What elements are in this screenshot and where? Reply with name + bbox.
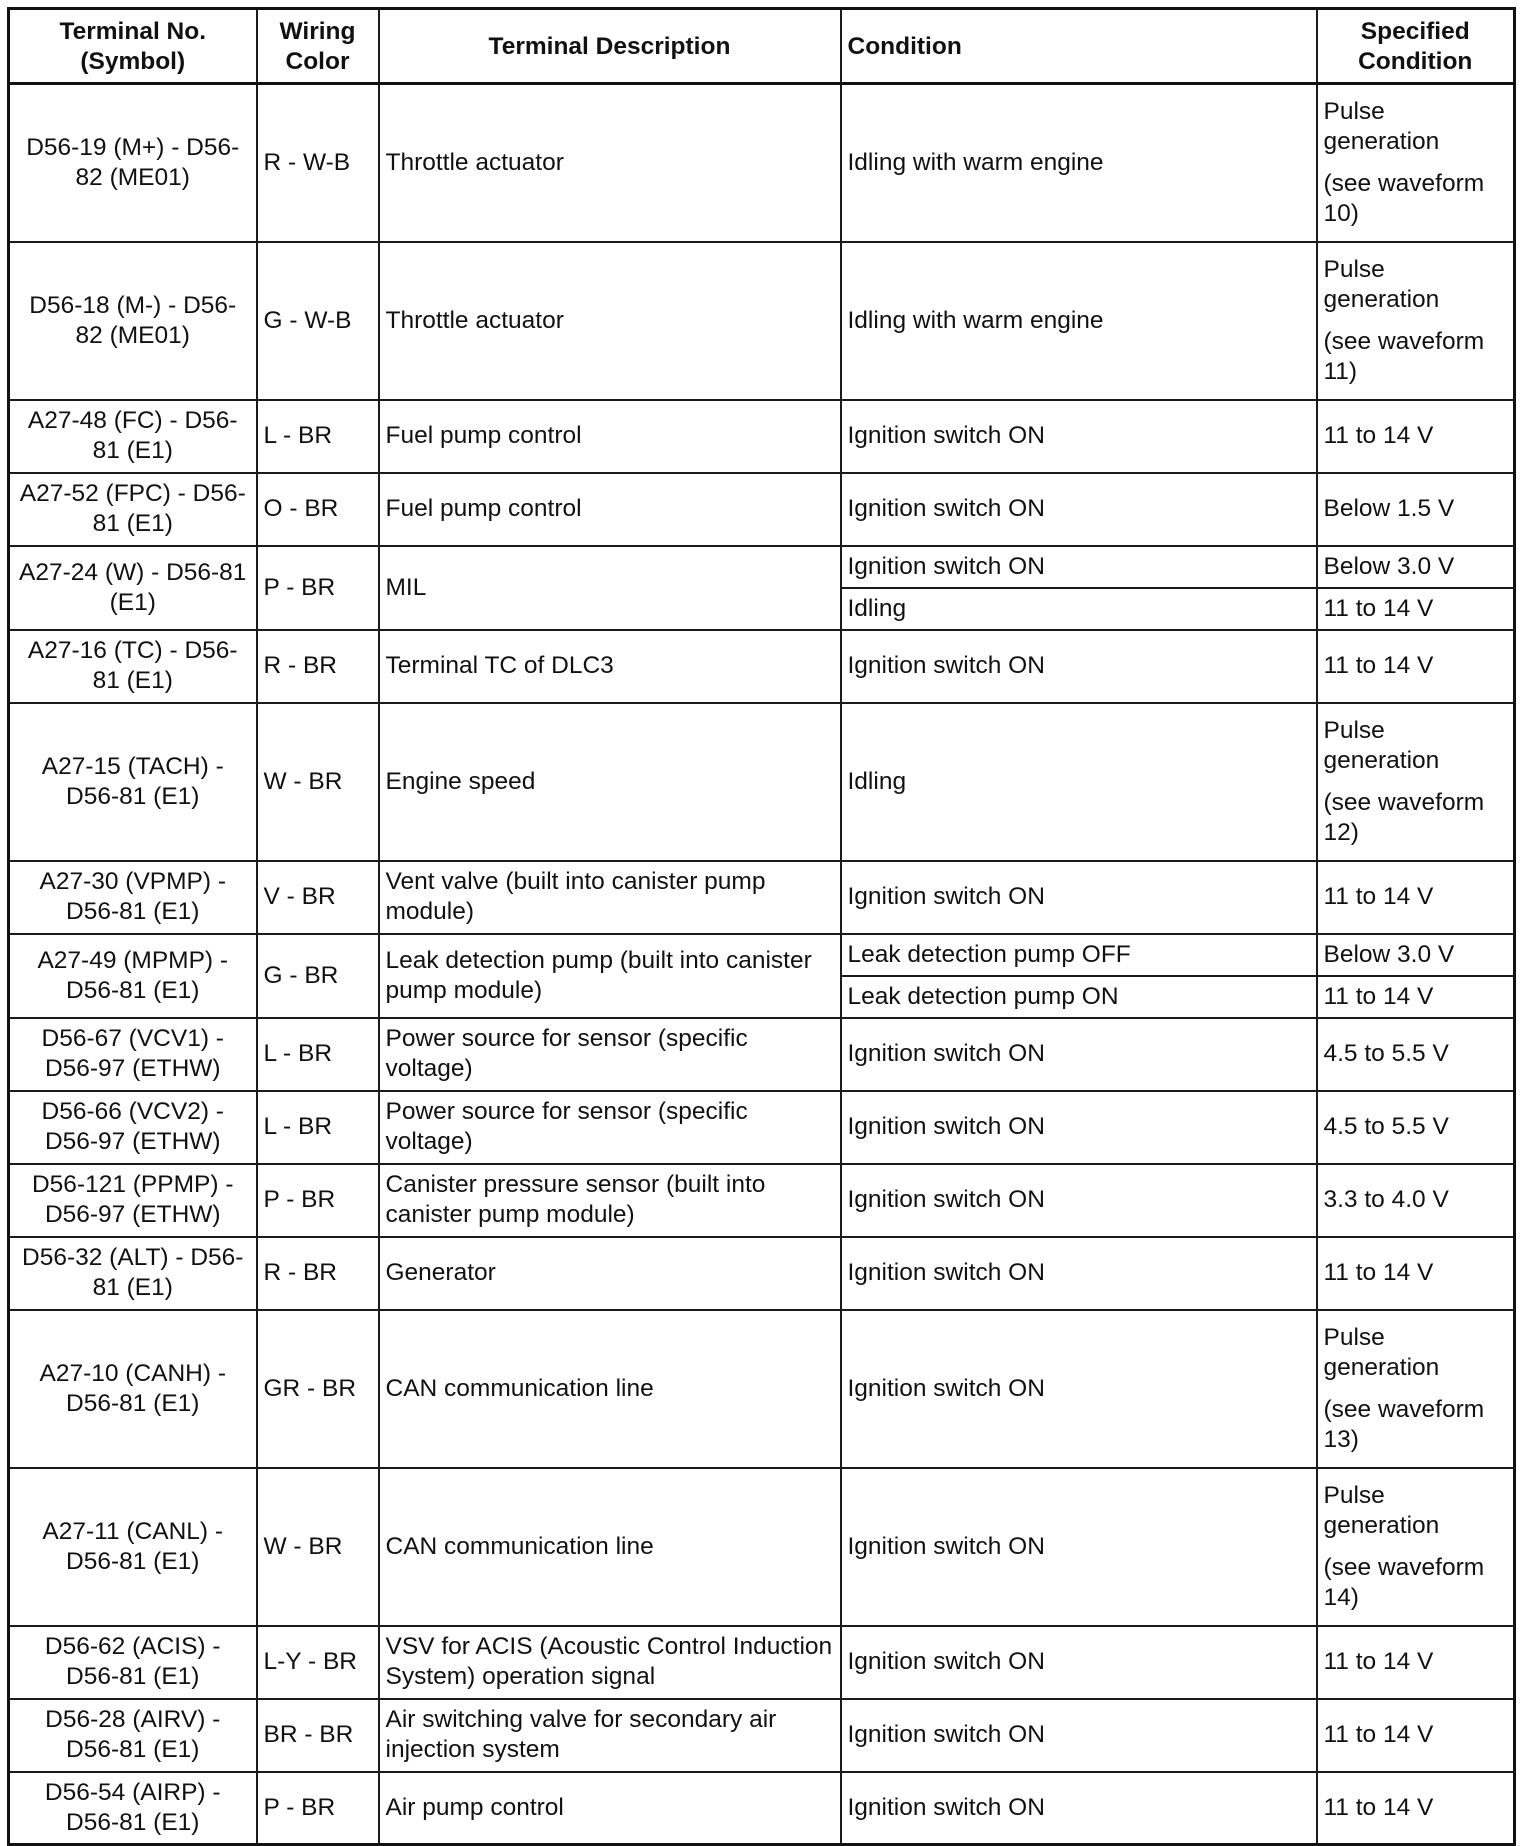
terminal-cell: A27-48 (FC) - D56-81 (E1) bbox=[9, 400, 257, 473]
spec-pulse-text: Pulse generation bbox=[1323, 1481, 1440, 1539]
spec-cell: 11 to 14 V bbox=[1317, 861, 1515, 934]
terminal-cell: A27-52 (FPC) - D56-81 (E1) bbox=[9, 473, 257, 546]
spec-cell bbox=[1317, 703, 1515, 861]
condition-cell: Ignition switch ON bbox=[841, 1164, 1317, 1237]
terminal-cell: A27-16 (TC) - D56-81 (E1) bbox=[9, 630, 257, 703]
terminal-cell: D56-32 (ALT) - D56-81 (E1) bbox=[9, 1237, 257, 1310]
wiring-cell: W - BR bbox=[257, 1468, 379, 1626]
wiring-cell: GR - BR bbox=[257, 1310, 379, 1468]
terminal-cell: A27-30 (VPMP) - D56-81 (E1) bbox=[9, 861, 257, 934]
spec-cell: 11 to 14 V bbox=[1317, 1699, 1515, 1772]
condition-cell: Ignition switch ON bbox=[841, 400, 1317, 473]
description-cell: Vent valve (built into canister pump module) bbox=[379, 861, 841, 934]
spec-cell: Below 3.0 V bbox=[1317, 546, 1515, 588]
description-cell: Leak detection pump (built into canister pump module) bbox=[379, 934, 841, 1018]
condition-cell: Idling bbox=[841, 703, 1317, 861]
header-specified: Specified Condition bbox=[1317, 9, 1515, 84]
terminal-cell: D56-18 (M-) - D56-82 (ME01) bbox=[9, 242, 257, 400]
terminal-cell: D56-66 (VCV2) - D56-97 (ETHW) bbox=[9, 1091, 257, 1164]
table-row bbox=[9, 400, 1515, 473]
condition-cell: Ignition switch ON bbox=[841, 1310, 1317, 1468]
table-row bbox=[9, 1237, 1515, 1310]
description-cell: Fuel pump control bbox=[379, 400, 841, 473]
spec-cell: 4.5 to 5.5 V bbox=[1317, 1018, 1515, 1091]
spec-cell: 11 to 14 V bbox=[1317, 400, 1515, 473]
description-cell: Engine speed bbox=[379, 703, 841, 861]
wiring-cell: G - BR bbox=[257, 934, 379, 1018]
spec-cell: 3.3 to 4.0 V bbox=[1317, 1164, 1515, 1237]
wiring-cell: L - BR bbox=[257, 1018, 379, 1091]
header-description: Terminal Description bbox=[379, 9, 841, 84]
table-row bbox=[9, 1164, 1515, 1237]
table-row bbox=[9, 1018, 1515, 1091]
header-row bbox=[9, 9, 1515, 84]
condition-cell: Ignition switch ON bbox=[841, 861, 1317, 934]
description-cell: Fuel pump control bbox=[379, 473, 841, 546]
condition-cell: Ignition switch ON bbox=[841, 1237, 1317, 1310]
table-row bbox=[9, 934, 1515, 976]
terminal-cell: A27-10 (CANH) - D56-81 (E1) bbox=[9, 1310, 257, 1468]
description-cell: Throttle actuator bbox=[379, 242, 841, 400]
spec-cell: 4.5 to 5.5 V bbox=[1317, 1091, 1515, 1164]
wiring-cell: R - W-B bbox=[257, 84, 379, 242]
spec-waveform-text: (see waveform 12) bbox=[1323, 788, 1485, 846]
terminal-cell: D56-28 (AIRV) - D56-81 (E1) bbox=[9, 1699, 257, 1772]
header-terminal: Terminal No. (Symbol) bbox=[9, 9, 257, 84]
wiring-cell: G - W-B bbox=[257, 242, 379, 400]
condition-cell: Ignition switch ON bbox=[841, 473, 1317, 546]
description-cell: VSV for ACIS (Acoustic Control Induction System) operation signal bbox=[379, 1626, 841, 1699]
table-row bbox=[9, 473, 1515, 546]
table-row bbox=[9, 703, 1515, 861]
wiring-cell: L - BR bbox=[257, 400, 379, 473]
wiring-cell: R - BR bbox=[257, 1237, 379, 1310]
spec-waveform-text: (see waveform 11) bbox=[1323, 327, 1485, 385]
terminal-cell: D56-54 (AIRP) - D56-81 (E1) bbox=[9, 1772, 257, 1845]
description-cell: Canister pressure sensor (built into canister pump module) bbox=[379, 1164, 841, 1237]
spec-waveform-text: (see waveform 13) bbox=[1323, 1395, 1485, 1453]
condition-cell: Ignition switch ON bbox=[841, 1468, 1317, 1626]
table-row bbox=[9, 546, 1515, 588]
table-row bbox=[9, 1699, 1515, 1772]
table-row bbox=[9, 84, 1515, 242]
condition-cell: Idling with warm engine bbox=[841, 84, 1317, 242]
wiring-cell: BR - BR bbox=[257, 1699, 379, 1772]
terminal-cell: A27-24 (W) - D56-81 (E1) bbox=[9, 546, 257, 630]
table-row bbox=[9, 1091, 1515, 1164]
condition-cell: Leak detection pump ON bbox=[841, 976, 1317, 1018]
table-row bbox=[9, 242, 1515, 400]
table-row bbox=[9, 1772, 1515, 1845]
spec-cell: 11 to 14 V bbox=[1317, 1237, 1515, 1310]
spec-cell bbox=[1317, 242, 1515, 400]
wiring-cell: L - BR bbox=[257, 1091, 379, 1164]
description-cell: Air pump control bbox=[379, 1772, 841, 1845]
spec-pulse-text: Pulse generation bbox=[1323, 255, 1440, 313]
condition-cell: Ignition switch ON bbox=[841, 1699, 1317, 1772]
table-row bbox=[9, 1468, 1515, 1626]
description-cell: Throttle actuator bbox=[379, 84, 841, 242]
wiring-cell: W - BR bbox=[257, 703, 379, 861]
description-cell: Power source for sensor (specific voltage) bbox=[379, 1018, 841, 1091]
terminal-cell: D56-121 (PPMP) - D56-97 (ETHW) bbox=[9, 1164, 257, 1237]
wiring-cell: P - BR bbox=[257, 1164, 379, 1237]
spec-cell: Below 1.5 V bbox=[1317, 473, 1515, 546]
terminal-cell: D56-19 (M+) - D56-82 (ME01) bbox=[9, 84, 257, 242]
spec-cell bbox=[1317, 84, 1515, 242]
header-condition: Condition bbox=[841, 9, 1317, 84]
terminal-cell: D56-62 (ACIS) - D56-81 (E1) bbox=[9, 1626, 257, 1699]
terminal-cell: A27-11 (CANL) - D56-81 (E1) bbox=[9, 1468, 257, 1626]
description-cell: CAN communication line bbox=[379, 1310, 841, 1468]
terminal-cell: A27-15 (TACH) - D56-81 (E1) bbox=[9, 703, 257, 861]
terminal-cell: A27-49 (MPMP) - D56-81 (E1) bbox=[9, 934, 257, 1018]
table-row bbox=[9, 1626, 1515, 1699]
terminal-spec-table bbox=[7, 7, 1516, 1846]
spec-cell: 11 to 14 V bbox=[1317, 976, 1515, 1018]
wiring-cell: P - BR bbox=[257, 1772, 379, 1845]
description-cell: Terminal TC of DLC3 bbox=[379, 630, 841, 703]
wiring-cell: V - BR bbox=[257, 861, 379, 934]
spec-pulse-text: Pulse generation bbox=[1323, 1323, 1440, 1381]
spec-cell bbox=[1317, 1468, 1515, 1626]
spec-cell: 11 to 14 V bbox=[1317, 1772, 1515, 1845]
spec-cell: Below 3.0 V bbox=[1317, 934, 1515, 976]
condition-cell: Ignition switch ON bbox=[841, 1626, 1317, 1699]
condition-cell: Idling bbox=[841, 588, 1317, 630]
header-wiring: Wiring Color bbox=[257, 9, 379, 84]
table-row bbox=[9, 861, 1515, 934]
spec-cell: 11 to 14 V bbox=[1317, 630, 1515, 703]
spec-cell bbox=[1317, 1310, 1515, 1468]
description-cell: MIL bbox=[379, 546, 841, 630]
spec-waveform-text: (see waveform 10) bbox=[1323, 169, 1485, 227]
condition-cell: Ignition switch ON bbox=[841, 546, 1317, 588]
wiring-cell: L-Y - BR bbox=[257, 1626, 379, 1699]
table-row bbox=[9, 1310, 1515, 1468]
description-cell: Generator bbox=[379, 1237, 841, 1310]
description-cell: Air switching valve for secondary air injection system bbox=[379, 1699, 841, 1772]
table-row bbox=[9, 630, 1515, 703]
condition-cell: Idling with warm engine bbox=[841, 242, 1317, 400]
wiring-cell: P - BR bbox=[257, 546, 379, 630]
spec-pulse-text: Pulse generation bbox=[1323, 716, 1440, 774]
description-cell: Power source for sensor (specific voltage) bbox=[379, 1091, 841, 1164]
spec-cell: 11 to 14 V bbox=[1317, 1626, 1515, 1699]
spec-waveform-text: (see waveform 14) bbox=[1323, 1553, 1485, 1611]
description-cell: CAN communication line bbox=[379, 1468, 841, 1626]
wiring-cell: O - BR bbox=[257, 473, 379, 546]
condition-cell: Ignition switch ON bbox=[841, 1091, 1317, 1164]
terminal-cell: D56-67 (VCV1) - D56-97 (ETHW) bbox=[9, 1018, 257, 1091]
wiring-cell: R - BR bbox=[257, 630, 379, 703]
condition-cell: Leak detection pump OFF bbox=[841, 934, 1317, 976]
condition-cell: Ignition switch ON bbox=[841, 1018, 1317, 1091]
condition-cell: Ignition switch ON bbox=[841, 630, 1317, 703]
spec-pulse-text: Pulse generation bbox=[1323, 97, 1440, 155]
spec-cell: 11 to 14 V bbox=[1317, 588, 1515, 630]
condition-cell: Ignition switch ON bbox=[841, 1772, 1317, 1845]
